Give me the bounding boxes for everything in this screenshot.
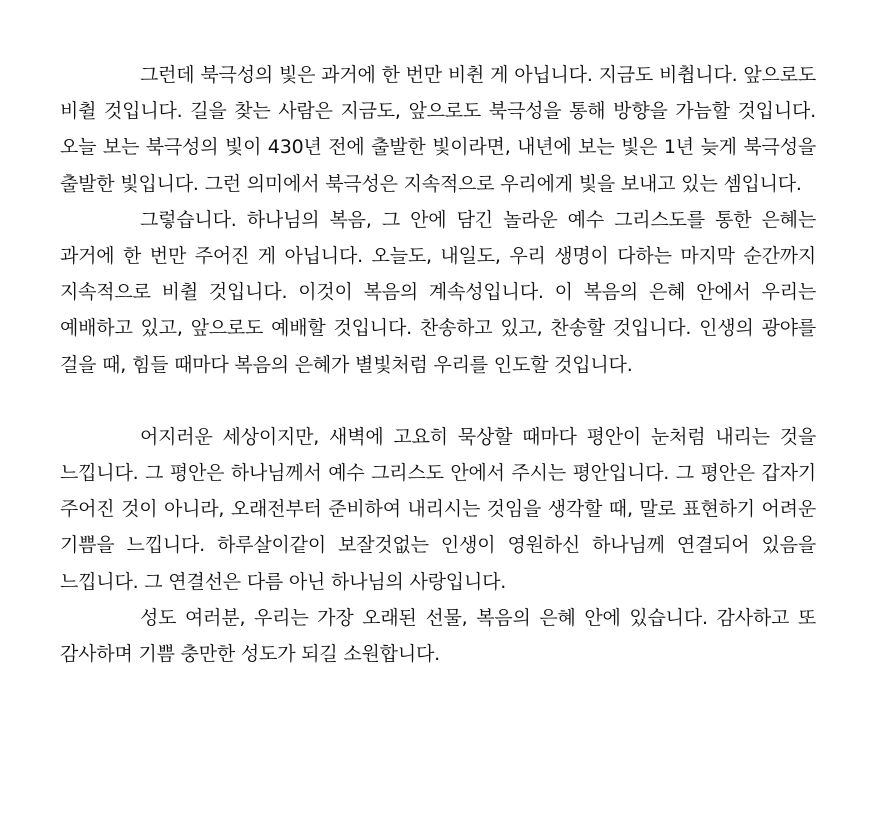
paragraph-closing-blessing: 성도 여러분, 우리는 가장 오래된 선물, 복음의 은혜 안에 있습니다. 감사하고 또 감사하며 기쁨 충만한 성도가 되길 소원합니다.	[60, 606, 816, 666]
paragraph-gap	[60, 383, 816, 419]
paragraph-gospel-continuity: 그렇습니다. 하나님의 복음, 그 안에 담긴 놀라운 예수 그리스도를 통한 은혜는 과거에 한 번만 주어진 게 아닙니다. 오늘도, 내일도, 우리 생명이 다하는 마지막 순간까지 지속적으로 비췰 것입니다. 이것이 복음의 계속성입니다. 이 복음의 은혜 안에서 우리는 예배하고 있고, 앞으로도 예배할 것입니다. 찬송하고 있고, 찬송할 것입니다. 인생의 광야를 걸을 때, 힘들 때마다 복음의 은혜가 별빛처럼 우리를 인도할 것입니다.	[60, 208, 816, 376]
document-body	[60, 57, 816, 672]
paragraph-dawn-meditation: 어지러운 세상이지만, 새벽에 고요히 묵상할 때마다 평안이 눈처럼 내리는 것을 느낍니다. 그 평안은 하나님께서 예수 그리스도 안에서 주시는 평안입니다. 그 평안은 갑자기 주어진 것이 아니라, 오래전부터 준비하여 내리시는 것임을 생각할 때, 말로 표현하기 어려운 기쁨을 느낍니다. 하루살이같이 보잘것없는 인생이 영원하신 하나님께 연결되어 있음을 느낍니다. 그 연결선은 다름 아닌 하나님의 사랑입니다.	[60, 425, 816, 593]
paragraph-north-star-light: 그런데 북극성의 빛은 과거에 한 번만 비췬 게 아닙니다. 지금도 비췹니다. 앞으로도 비췰 것입니다. 길을 찾는 사람은 지금도, 앞으로도 북극성을 통해 방향을 가늠할 것입니다. 오늘 보는 북극성의 빛이 430년 전에 출발한 빛이라면, 내년에 보는 빛은 1년 늦게 북극성을 출발한 빛입니다. 그런 의미에서 북극성은 지속적으로 우리에게 빛을 보내고 있는 셈입니다.	[60, 64, 816, 195]
